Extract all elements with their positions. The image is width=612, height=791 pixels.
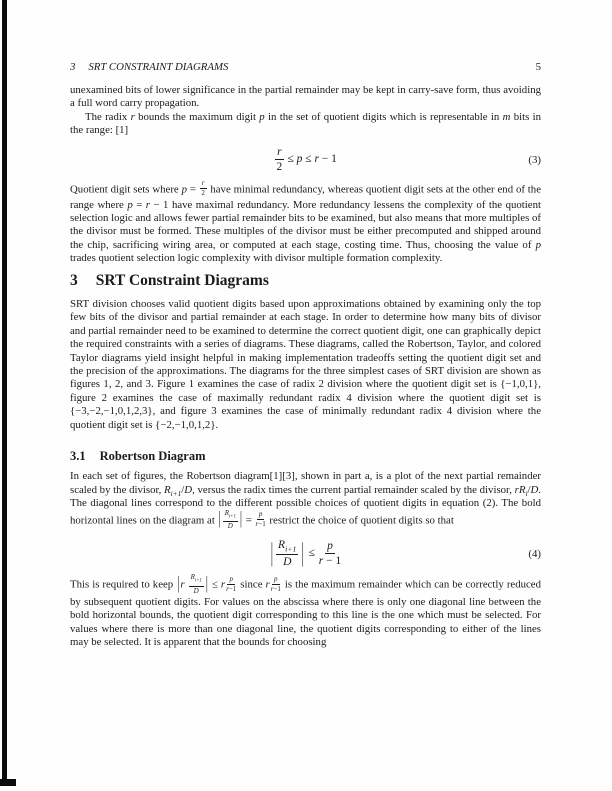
scan-edge-artifact [2, 0, 7, 780]
paragraph-srt-diagrams-intro: SRT division chooses valid quotient digits based upon approximations obtained by examining only the top few bits of the divisor and partial remainder at each stage. In order to determine how many bits of divisor and partial remainder need to be examined to determine the correct quotient digit, one can graphically depict the required constraints with a series of diagrams. These diagrams, called the Robertson, Taylor, and colored Taylor diagrams yield insight helpful in making implementation tradeoffs setting the quotient digit set and the precision of the approximations. The diagrams for the three simplest cases of SRT division are shown as figures 1, 2, and 3. Figure 1 examines the case of radix 2 division where the quotient digit set is {−1,0,1}, figure 2 examines the case of maximally redundant radix 4 division where the quotient digit set is {−3,−2,−1,0,1,2,3}, and figure 3 examines the case of minimally redundant radix 4 division where the quotient digit set is {−2,−1,0,1,2}. [70, 297, 541, 431]
running-header [70, 61, 541, 74]
equation-4 [70, 539, 541, 568]
page-content [70, 61, 541, 650]
paragraph-radix-bounds: The radix r bounds the maximum digit p in the set of quotient digits which is representable in m bits in the range: [1] [70, 110, 542, 137]
paragraph-redundancy-tradeoff: Quotient digit sets where p = $\frac{r}{2}$ have minimal redundancy, whereas quotient digit sets at the other end of the range where p = r − 1 have maximal redundancy. More redundancy lessens the complexity of the quotient selection logic and allows fewer partial remainder bits to be examined, but also means that more multiples of the divisor must be formed. These multiples of the divisor must be either precomputed and shipped around the chip, sacrificing wiring area, or computed at each stage, costing time. Thus, choosing the value of p trades quotient selection logic complexity with divisor multiple formation complexity. [70, 178, 541, 265]
section-number: 3 [70, 271, 78, 289]
scan-edge-artifact-foot [0, 779, 16, 786]
paragraph-quotient-selection: This is required to keep |r $\frac{R_{i+1}}{D}$ | ≤ r $\frac{p}{r-1}$ since r $\frac{p}{r-1}$ is the maximum remainder which can be correctly reduced by subsequent quotient digits. For values on the abscissa where there is only one diagonal line between the bold horizontal bounds, the quotient digit corresponding to this line is the one which must be selected. For values where there is more than one diagonal line, the quotient digits corresponding to either of the lines may be selected. It is apparent that the bounds for choosing [70, 573, 541, 649]
subsection-title: Robertson Diagram [99, 449, 206, 464]
equation-4-number: (4) [528, 547, 541, 560]
equation-3-number: (3) [528, 153, 541, 166]
page-number: 5 [535, 61, 541, 73]
subsection-heading [70, 449, 541, 463]
equation-3-body: $\frac{r}{2}$ ≤ p ≤ r − 1 [276, 146, 337, 174]
running-header-title [70, 61, 228, 74]
subsection-number: 3.1 [70, 449, 86, 464]
section-title: SRT Constraint Diagrams [95, 271, 269, 289]
running-header-section-number: 3 [70, 61, 76, 73]
paragraph-robertson-diagram: In each set of figures, the Robertson diagram[1][3], shown in part a, is a plot of the next partial remainder scaled by the divisor, $R_{i+1}/D$, versus the radix times the current partial remainder scaled by the divisor, $rR_i/D$. The diagonal lines correspond to the different possible choices of quotient digits in equation (2). The bold horizontal lines on the diagram at | $\frac{R_{i+1}}{D}$ | = $\frac{p}{r-1}$ restrict the choice of quotient digits so that [70, 470, 541, 530]
paragraph-carry-save: unexamined bits of lower significance in the partial remainder may be kept in carry-save form, thus avoiding a full word carry propagation. [70, 84, 541, 110]
section-heading [70, 272, 541, 289]
equation-4-body: | $\frac{R_{i+1}}{D}$ | ≤ $\frac{p}{r - 1}$ [270, 539, 342, 569]
running-header-section-title: SRT CONSTRAINT DIAGRAMS [88, 61, 229, 73]
equation-3 [70, 146, 541, 174]
